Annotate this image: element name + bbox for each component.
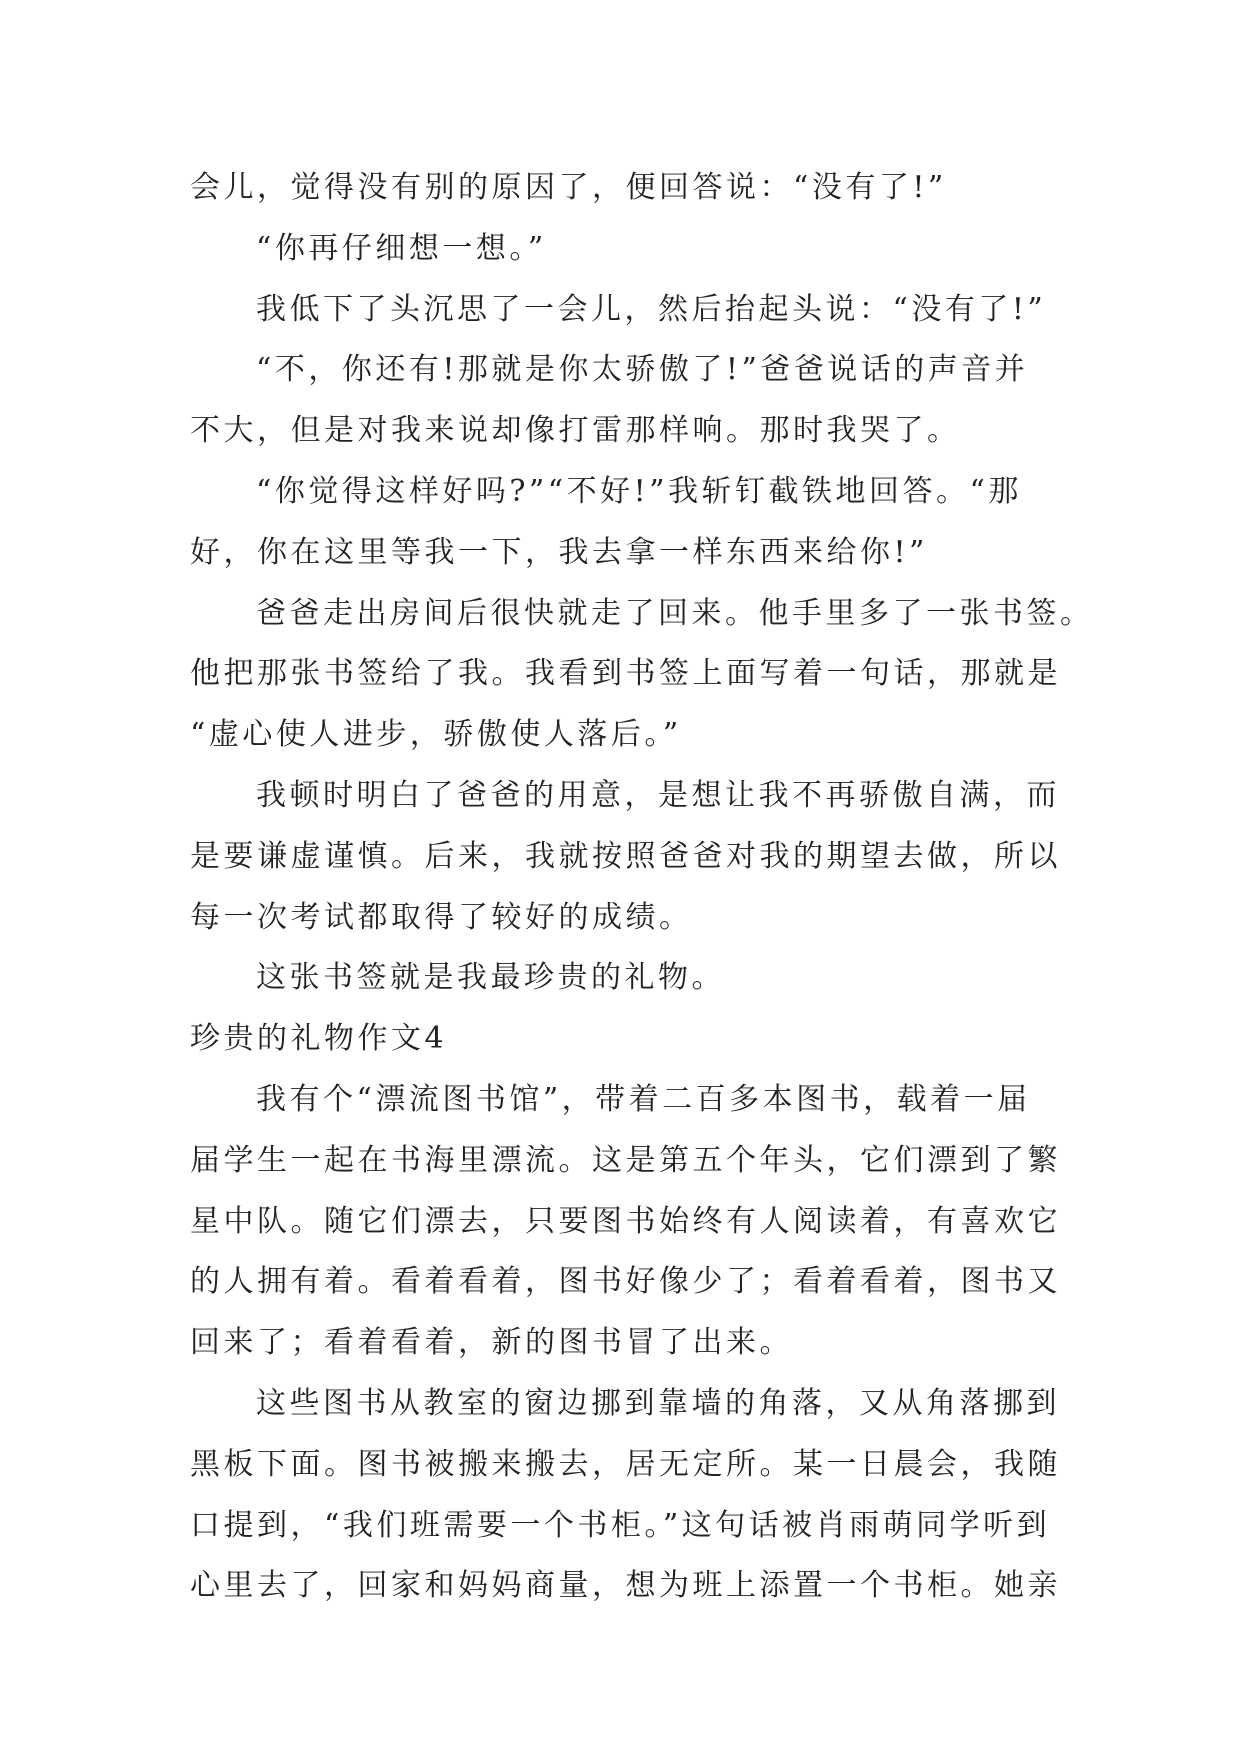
text-line: 是要谦虚谨慎。后来，我就按照爸爸对我的期望去做，所以 bbox=[190, 838, 1061, 874]
text-line: 每一次考试都取得了较好的成绩。 bbox=[190, 899, 693, 935]
text-line: 届学生一起在书海里漂流。这是第五个年头，它们漂到了繁 bbox=[190, 1142, 1061, 1178]
text-line: 口提到，“我们班需要一个书柜。”这句话被肖雨萌同学听到 bbox=[190, 1507, 1051, 1543]
text-line: 我有个“漂流图书馆”，带着二百多本图书，载着一届 bbox=[256, 1081, 1031, 1117]
text-line: 会儿，觉得没有别的原因了，便回答说：“没有了!” bbox=[190, 170, 947, 205]
text-line: “不，你还有!那就是你太骄傲了!”爸爸说话的声音并 bbox=[256, 352, 1029, 388]
text-line: 这些图书从教室的窗边挪到靠墙的角落，又从角落挪到 bbox=[256, 1385, 1060, 1421]
text-line: 星中队。随它们漂去，只要图书始终有人阅读着，有喜欢它 bbox=[190, 1203, 1061, 1239]
text-line: 他把那张书签给了我。我看到书签上面写着一句话，那就是 bbox=[190, 656, 1061, 692]
text-line: 回来了；看着看着，新的图书冒了出来。 bbox=[190, 1325, 793, 1361]
text-line: 我顿时明白了爸爸的用意，是想让我不再骄傲自满，而 bbox=[256, 777, 1060, 813]
text-line: 我低下了头沉思了一会儿，然后抬起头说：“没有了!” bbox=[256, 291, 1047, 327]
text-line: 好，你在这里等我一下，我去拿一样东西来给你!” bbox=[190, 534, 928, 570]
text-line: “你再仔细想一想。” bbox=[256, 230, 547, 266]
text-line: “你觉得这样好吗?”“不好!”我斩钉截铁地回答。“那 bbox=[256, 473, 1022, 509]
text-line: 心里去了，回家和妈妈商量，想为班上添置一个书柜。她亲 bbox=[190, 1568, 1061, 1604]
document-body bbox=[190, 158, 1094, 1617]
text-line: 黑板下面。图书被搬来搬去，居无定所。某一日晨会，我随 bbox=[190, 1446, 1061, 1482]
text-line: 不大，但是对我来说却像打雷那样响。那时我哭了。 bbox=[190, 413, 961, 449]
text-line: “虚心使人进步，骄傲使人落后。” bbox=[190, 717, 682, 753]
text-line: 的人拥有着。看着看着，图书好像少了；看着看着，图书又 bbox=[190, 1264, 1061, 1300]
text-line: 这张书签就是我最珍贵的礼物。 bbox=[256, 960, 725, 996]
text-line: 爸爸走出房间后很快就走了回来。他手里多了一张书签。 bbox=[256, 595, 1094, 631]
section-heading: 珍贵的礼物作文4 bbox=[190, 1021, 448, 1057]
